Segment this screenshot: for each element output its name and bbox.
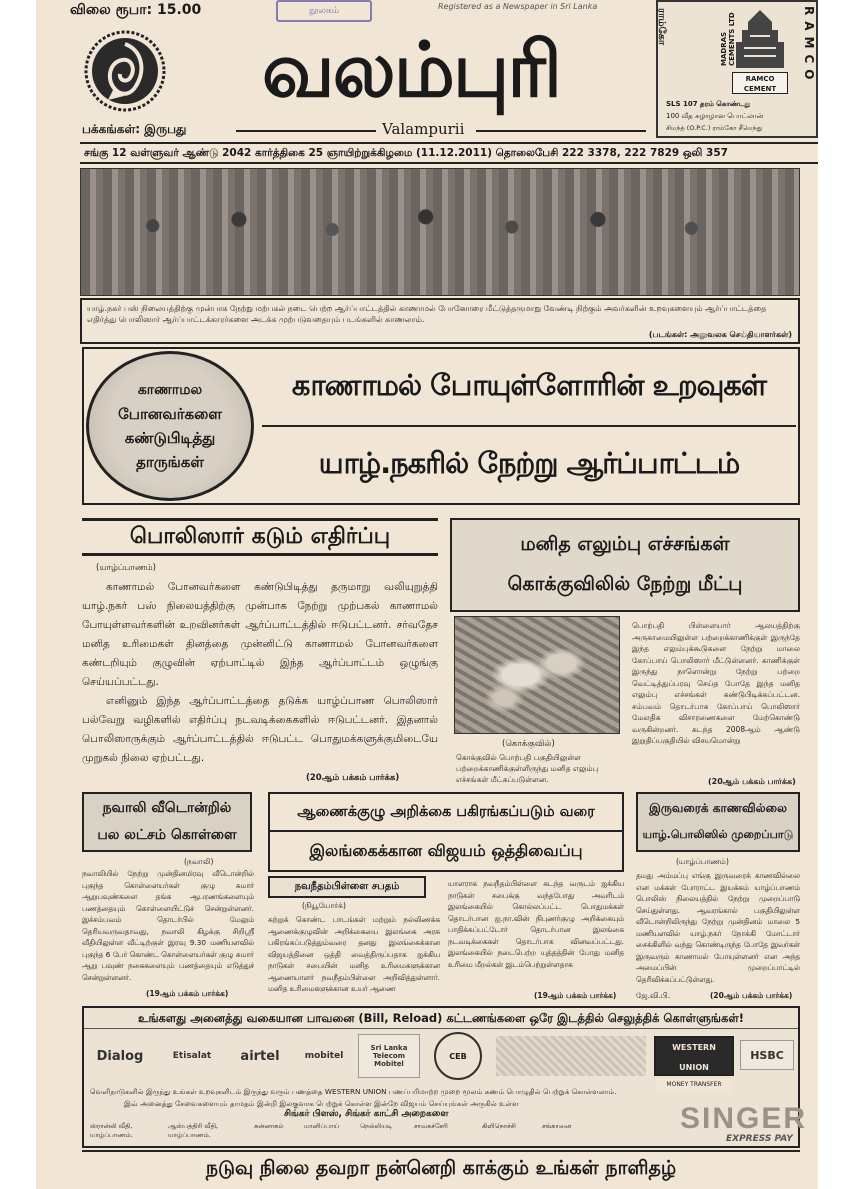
bones-story-headline-box [450,518,800,612]
missing-two-body: தமது அம்மப்பு எங்கு இருவரைக் காணவில்லை என மக்கள் போராட்ட இயக்கம் யாழ்ப்பாணம் பொலிஸ் நிலையத்தில் நேற்று முறைப்பாடு செய்துள்ளது. ஆவரங்கால் பகுதியிலுள்ள வீடொன்றிலிருந்து நேற்று முன்தினம் மாலை 5 மணியளவில் யாழ்.நகர் நோக்கி மோட்டார் சைக்கிளில் வந்து கொண்டிருந்த போதே இவர்கள் இருவரும் காணாமல் போயுள்ளனர் என அந்த அமைப்பின் முறைப்பாட்டில் தெரிவிக்கப்பட்டுள்ளது. [636,871,800,984]
branch-3: சுன்னாகம் [254,1122,284,1130]
missing-two-headline-box [636,792,800,852]
lead-story-box [82,347,800,505]
hsbc-logo: HSBC [740,1040,794,1070]
slogan-bar [82,1150,800,1182]
police-story-continued: (20ஆம் பக்கம் பார்க்க) [306,773,400,783]
lead-circle-badge [86,351,254,501]
police-story-place: (யாழ்ப்பாணம்) [96,563,156,573]
missing-two-headline-1: இருவரைக் காணவில்லை [649,801,787,815]
navali-place: (நவாலி) [184,857,214,866]
ramco-cement-ad [656,0,818,138]
police-story-para-2: எனினும் இந்த ஆர்ப்பாட்டத்தை தடுக்க யாழ்ப்பாண பொலிஸார் பல்வேறு வழிகளில் எதிர்ப்பு நடவடிக்கைகளில் ஈடுபட்டனர். இதனால் பொலிஸாருக்கும் ஆர்ப்பாட்டத்தில் ஈடுபட்ட பொதுமக்களுக்குமிடையே முறுகல் நிலை ஏற்பட்டது. [82,695,438,764]
commission-headline-box [268,792,624,872]
navali-body: நவாலியில் நேற்று முன்தினமிரவு வீடொன்றில் புகுந்த கொள்ளையர்கள் குழு சுமார் ஆறுபவுண்களை தங்க ஆபரணங்களையும் பணத்தையும் கொள்ளையிட்டுச் சென்றுள்ளனர். இச்சம்பவம் தொடர்பில் மேலும் தெரியவருவதாவது, நவாலி கிழக்கு சிறிஸ்ரீ வீதியிலுள்ள வீட்டிற்குள் இரவு 9.30 மணியளவில் புகுந்த 6 பேர் கொண்ட கொள்ளையர்கள் குழு சுமார் ஆறு பவுண் நகைகளையும் பணத்தையும் எடுத்துச் சென்றுள்ளனர். [82,869,254,982]
missing-two-continued: (20ஆம் பக்கம் பார்க்க) [710,991,793,1000]
bones-story-continued: (20ஆம் பக்கம் பார்க்க) [708,777,796,786]
protest-photo-caption-box [80,298,800,344]
commission-col-2: யாளராக நவநீதம்பிள்ளை கடந்த வருடம் ஐக்கிய நாடுகள் சபைக்கு வந்தபோது அவரிடம் இலங்கையில் கொல்லப்பட்ட பொதுமக்கள் தொடர்பான ஐ.நா.வின் நிபுணர்குழு அறிக்கையும் பாதிக்கப்பட்டோர் தொடர்பான இலங்கை நடவடிக்கைகள் தொடர்பாக வினவப்பட்டது. இலங்கையில் நடைபெற்ற யுத்தத்தின் போது மனித உரிமை மீறல்கள் இடம்பெற்றுள்ளதாக [448,879,624,969]
temple-tower-icon [732,8,788,70]
services-line: இவ் அனைத்து சேவைகளையும் தாமதம் இன்றி இலகுவாக பெற்றுக் கொள்ள இன்றே விஜயம் செய்யுங்கள் அருகில் உள்ள [124,1099,519,1108]
conch-emblem [84,30,166,112]
commission-continued: (19ஆம் பக்கம் பார்க்க) [534,991,617,1000]
bones-headline-1: மனித எலும்பு எச்சங்கள் [520,533,730,555]
circle-line-1: காணாமல [137,382,203,398]
singer-brand: SINGER [680,1102,808,1135]
commission-headline-2: இலங்கைக்கான விஜயம் ஒத்திவைப்பு [309,841,583,860]
bones-photo [454,616,620,734]
registered-note: Registered as a Newspaper in Sri Lanka [438,2,598,11]
branch-7: கிளிநொச்சி [482,1122,516,1130]
ad-brand-vertical: RAMCO [802,6,816,86]
police-story-para-1: காணாமல் போனவர்களை கண்டுபிடித்து தருமாறு வலியுறுத்தி யாழ்.நகர் பஸ் நிலையத்திற்கு முன்பாக நேற்று முற்பகல் காணாமல் போயுள்ளவர்களின் உறவினர்கள் ஆர்ப்பாட்டத்தில் ஈடுபட்டனர். சர்வதேச மனித உரிமைகள் தினத்தை முன்னிட்டு காணாமல் போனவர்களை கண்டறியும் குழுவின் ஏற்பாட்டில் இந்த ஆர்ப்பாட்டம் ஒழுங்கு செய்யப்பட்டது. [82,581,438,688]
branch-6: சாவகச்சேரி [414,1122,448,1130]
ceb-logo-text: CEB [449,1051,467,1061]
circle-line-2: போனவர்களை [118,405,222,423]
lead-headline-1: காணாமல் போயுள்ளோரின் உறவுகள் [291,368,767,402]
ceb-logo [434,1032,482,1080]
mobitel-logo: mobitel [304,1051,344,1061]
branch-1: ஸ்ரான்லி வீதி, யாழ்ப்பாணம். [90,1122,133,1139]
commission-byline-box [268,876,426,898]
singer-express-pay: EXPRESS PAY [726,1134,793,1144]
ad-pattern-block [496,1036,646,1076]
bill-ad-headline: உங்களது அனைத்து வகையான பாவனை (Bill, Reload) கட்டணங்களை ஒரே இடத்தில் செலுத்திக் கொள்ளுங்கள்! [84,1008,798,1029]
bones-headline-2: கொக்குவிலில் நேற்று மீட்பு [507,573,743,595]
western-union-line: வெளிநாடுகளில் இருந்து உங்கள் உறவுகளிடம் இருந்து வரும் பணத்தை WESTERN UNION பணப்பரிமாற்ற முறை மூலம் கணம் பொழுதில் பெற்றுக் கொள்ளலாம். [90,1087,617,1096]
branch-2: ஆஸ்பத்திரி வீதி, யாழ்ப்பாணம். [168,1122,218,1139]
sri-lanka-telecom-logo: Sri Lanka Telecom Mobitel [358,1034,420,1078]
price-label: விலை ரூபா: 15.00 [70,2,202,18]
commission-col-1: கற்றுக் கொண்ட பாடங்கள் மற்றும் நல்லிணக்க ஆணைக்குழுவின் அறிக்கையை இலங்கை அரசு பகிரங்கப்படுத்தும்வரை தனது இலங்கைக்கான விஜயத்தினை ஒத்தி வைத்திருப்பதாக ஐக்கிய நாடுகள் சபையின் மனித உரிமைகளுக்கான ஆணையாளர் நவநீதம்பிள்ளை அறிவித்துள்ளார். மனித உரிமைகளுக்கான உயர் ஆணை [268,915,440,993]
title-rule-left [236,130,376,132]
branch-5: நெல்லியடி [360,1122,392,1130]
missing-two-author: ஜே.வி.பி. [636,991,671,1000]
conch-icon [84,30,166,112]
bones-story-body: பொற்பதி பிள்ளையார் ஆலயத்திற்கு அருகாமையிலுள்ள பற்றைக்காணிக்குள் இருந்தே இந்த எலும்புக்கூடுகளை நேற்று மாலை கோப்பாய் பொலிஸார் மீட்டுள்ளனர். காணிக்குள் இருந்து நாளொன்று நேற்று பற்றை வெட்டித்துப்பரவு செய்த போதே இந்த மனித எலும்பு எச்சங்கள் கண்டுபிடிக்கப்பட்டன. சம்பவம் தொடர்பாக கோப்பாய் பொலிஸார் மேலதிக விசாரணைகளை மேற்கொண்டு வருகின்றனர். கடந்த 2008ஆம் ஆண்டு இறுதிப்பகுதியில் விசயமொன்று [632,621,800,745]
slogan-text: நடுவு நிலை தவறா நன்னெறி காக்கும் உங்கள் நாளிதழ் [205,1157,677,1179]
commission-headline-1: ஆணைக்குழு அறிக்கை பகிரங்கப்படும் வரை [270,794,622,832]
ad-vertical-tamil: ராம்கோ [656,8,667,46]
navali-headline-2: பல லட்சம் கொள்ளை [97,827,237,843]
navali-headline-1: நவாலி வீடொன்றில் [102,800,232,816]
ad-logo-row [88,1032,798,1088]
navali-headline-box [82,792,252,852]
lead-headline-2: யாழ்.நகரில் நேற்று ஆர்ப்பாட்டம் [318,446,740,480]
police-story-headline: பொலிஸார் கடும் எதிர்ப்பு [129,524,391,549]
newspaper-title: வலம்புரி [261,25,561,114]
circle-line-4: தாருங்கள் [136,453,204,471]
police-story-headline-box [82,518,438,556]
protest-photo-caption: யாழ்.நகர் பஸ் நிலையத்திற்கு முன்பாக நேற்று மற்பகல் நடை பெற்ற ஆர்ப்பாட்டத்தில் காணாமல் போனோரை மீட்டுத்தருமாறு வேண்டி நிற்கும் அவர்களின் உறவுகளையும் ஆர்ப்பாட்டத்தை எதிர்த்து பொலிஸார் ஆர்ப்பாட்டக்காரர்களை அடக்க முற்படுவதையும் படங்களில் காணலாம். [87,304,767,324]
dateline-text: சங்கு 12 வள்ளுவர் ஆண்டு 2042 கார்த்திகை 25 ஞாயிற்றுக்கிழமை (11.12.2011) தொலைபேசி 222 3378, 222 7829 ஒலி 357 [84,147,728,159]
ad-company-name: MADRAS CEMENTS LTD [720,12,736,66]
bones-photo-caption: கொக்குவில் பொற்பதி பகுதியிலுள்ள பற்றைக்காணிக்குள்ளிருந்து மனித எலும்பு எச்சங்கள் மீட்கப்படுள்ளன. [456,753,599,784]
ad-line-2: 100 வீத சுழாழான பொட்லான் [666,112,764,120]
ad-line-3: சிமந்த் (O.P.C.) ராம்கோ சீமெந்து [666,124,763,132]
commission-byline: நவநீதம்பிள்ளை சபதம் [294,881,400,892]
western-union-sub: MONEY TRANSFER [656,1078,732,1092]
dateline-bar [80,142,818,164]
bill-payment-ad [82,1006,808,1148]
missing-two-headline-2: யாழ்.பொலிஸில் முறைப்பாடு [642,828,794,841]
lead-headline-rule [262,425,796,427]
etisalat-logo: Etisalat [172,1051,212,1061]
ad-line-1: SLS 107 தரம் கொண்டது [666,100,751,108]
navali-continued: (19ஆம் பக்கம் பார்க்க) [146,989,229,998]
airtel-logo: airtel [240,1048,280,1064]
newspaper-subtitle-en: Valampurii [382,120,465,138]
library-stamp: நூலகம் [276,0,372,22]
western-union-logo [654,1036,734,1088]
western-union-name: WESTERN UNION [672,1043,716,1072]
singer-showrooms: சிங்கர் பிளஸ், சிங்கர் காட்சி அறைகளை [284,1109,449,1119]
branch-list [90,1122,610,1146]
dialog-logo: Dialog [96,1048,144,1064]
bones-photo-place: (கொக்குவில்) [502,739,555,749]
branch-8: சங்கானை [542,1122,572,1130]
ramco-cement-logo: RAMCO CEMENT [732,72,788,94]
protest-photo [80,168,800,296]
pages-count: பக்கங்கள்: இருபது [82,122,187,136]
title-rule-right [476,130,646,132]
circle-line-3: கண்டுபிடித்து [124,429,216,447]
missing-two-place: (யாழ்ப்பாணம்) [676,857,729,866]
commission-place: (நியூயோர்க்) [302,901,346,910]
branch-4: மானிப்பாய் [304,1122,340,1130]
protest-photo-credit: (படங்கள்: அலுவலக செய்தியாளர்கள்) [648,330,792,339]
newspaper-front-page [36,0,818,1189]
